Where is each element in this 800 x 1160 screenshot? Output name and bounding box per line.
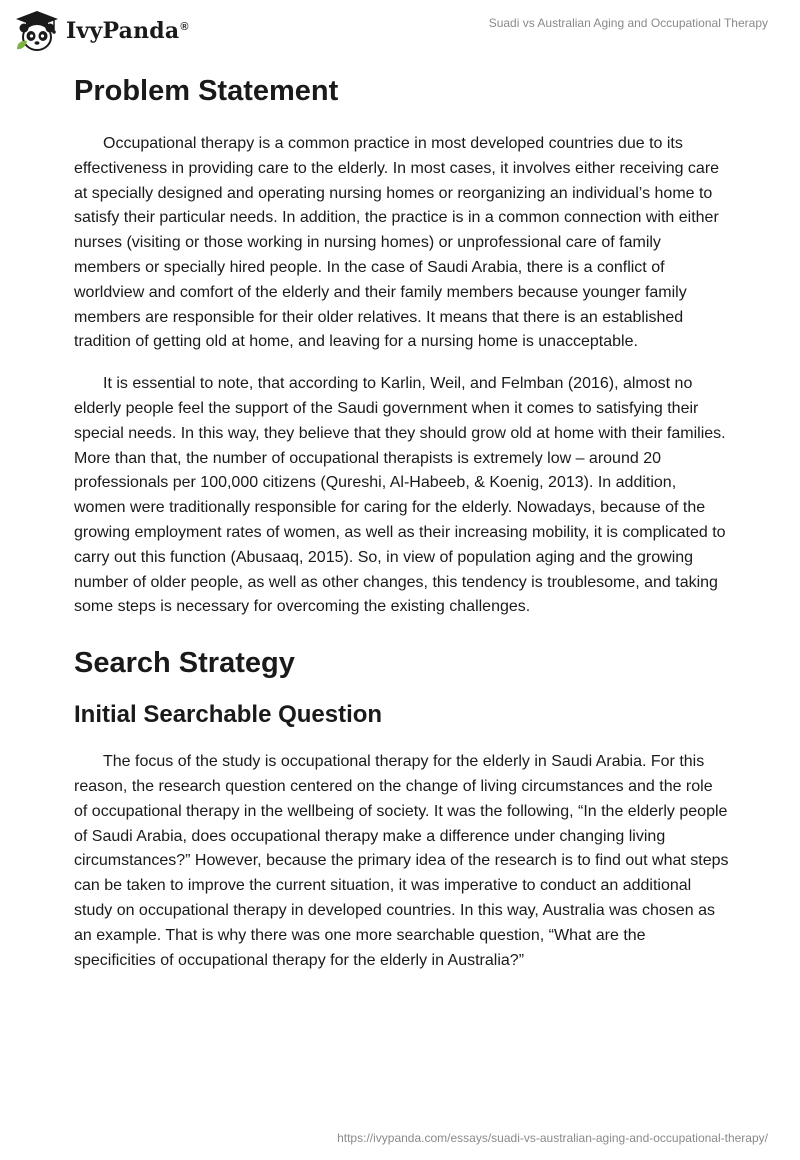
page-header [0, 0, 800, 60]
source-url[interactable]: https://ivypanda.com/essays/suadi-vs-australian-aging-and-occupational-therapy/ [337, 1131, 768, 1145]
paragraph: Occupational therapy is a common practice in most developed countries due to its effectiveness in providing care to the elderly. In most cases, it involves either receiving care at specially designed and operating nursing homes or reorganizing an individual’s home to satisfy their particular needs. In addition, the practice is in a common connection with either nurses (visiting or those working in nursing homes) or unprofessional care of family members or specially hired people. In the case of Saudi Arabia, there is a conflict of worldview and comfort of the elderly and their family members because younger family members are responsible for their older relatives. It means that there is an established tradition of getting old at home, and leaving for a nursing home is unacceptable. [74, 135, 720, 351]
subheading-initial-searchable-question: Initial Searchable Question [74, 701, 383, 729]
section-heading-problem-statement: Problem Statement [74, 75, 339, 107]
paragraph: The focus of the study is occupational therapy for the elderly in Saudi Arabia. For this reason, the research question centered on the change of living circumstances and the role of occupational therapy in the wellbeing of society. It was the following, “In the elderly people of Saudi Arabia, does occupational therapy make a difference under changing living circumstances?” However, because the primary idea of the research is to find out what steps can be taken to improve the current situation, it was imperative to conduct an additional study on occupational therapy in developed countries. In this way, Australia was chosen as an example. That is why there was one more searchable question, “What are the specificities of occupational therapy for the elderly in Australia?” [74, 753, 729, 969]
section-heading-search-strategy: Search Strategy [74, 647, 295, 680]
panda-graduate-icon [14, 9, 60, 53]
brand-logo[interactable] [14, 8, 189, 54]
paragraph: It is essential to note, that according to Karlin, Weil, and Felmban (2016), almost no elderly people feel the support of the Saudi government when it comes to satisfying their special needs. In this way, they believe that they should grow old at home with their families. More than that, the number of occupational therapists is extremely low – around 20 professionals per 100,000 citizens (Qureshi, Al-Habeeb, & Koenig, 2013). In addition, women were traditionally responsible for caring for the elderly. Nowadays, because of the growing employment rates of women, as well as their increasing mobility, it is complicated to carry out this function (Abusaaq, 2015). So, in view of population aging and the growing number of older people, as well as other changes, this tendency is troublesome, and taking some steps is necessary for overcoming the existing challenges. [74, 375, 726, 616]
brand-name: IvyPanda® [66, 18, 189, 44]
essay-content [74, 64, 730, 990]
registered-mark: ® [180, 20, 189, 33]
document-title: Suadi vs Australian Aging and Occupational Therapy [488, 16, 768, 30]
